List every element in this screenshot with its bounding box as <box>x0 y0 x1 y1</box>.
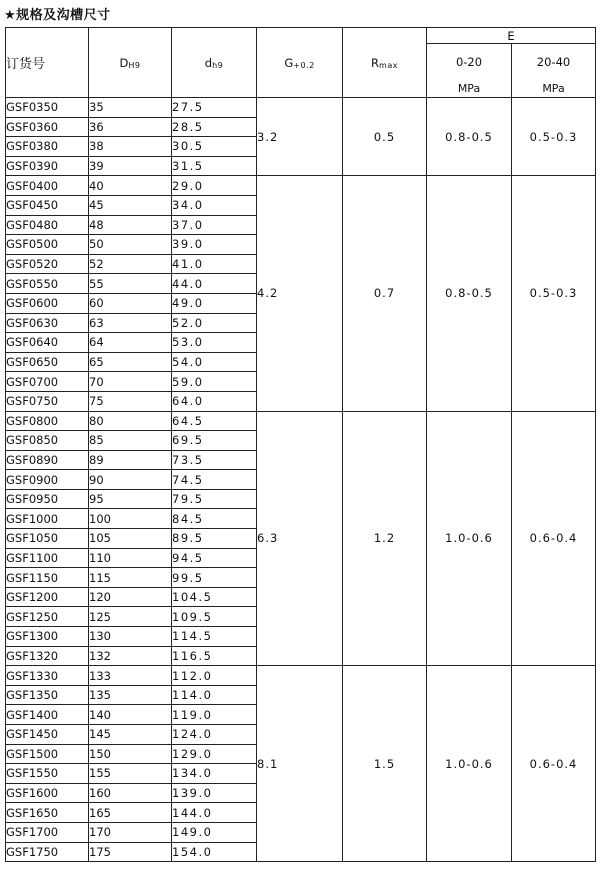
d-value-cell: 64.5 <box>172 411 257 431</box>
D-value-cell: 140 <box>89 705 172 725</box>
order-code-cell: GSF0390 <box>6 156 89 176</box>
d-value-cell: 79.5 <box>172 489 257 509</box>
d-value-cell: 114.0 <box>172 685 257 705</box>
d-value-cell: 139.0 <box>172 783 257 803</box>
header-G <box>257 28 343 98</box>
order-code-cell: GSF1250 <box>6 607 89 627</box>
D-value-cell: 48 <box>89 215 172 235</box>
d-value-cell: 59.0 <box>172 372 257 392</box>
R-value-cell: 0.7 <box>343 176 427 411</box>
order-code-cell: GSF1330 <box>6 666 89 686</box>
header-d <box>172 28 257 98</box>
d-value-cell: 64.0 <box>172 391 257 411</box>
E1-value-cell: 0.8-0.5 <box>427 176 512 411</box>
d-value-cell: 99.5 <box>172 568 257 588</box>
table-row <box>6 411 596 431</box>
D-value-cell: 145 <box>89 725 172 745</box>
D-value-cell: 130 <box>89 627 172 647</box>
order-code-cell: GSF1450 <box>6 725 89 745</box>
order-code-cell: GSF0800 <box>6 411 89 431</box>
D-value-cell: 38 <box>89 137 172 157</box>
d-value-cell: 29.0 <box>172 176 257 196</box>
E1-value-cell: 0.8-0.5 <box>427 98 512 176</box>
table-row <box>6 98 596 118</box>
d-value-cell: 53.0 <box>172 333 257 353</box>
D-value-cell: 80 <box>89 411 172 431</box>
D-value-cell: 110 <box>89 548 172 568</box>
D-value-cell: 120 <box>89 587 172 607</box>
R-value-cell: 1.5 <box>343 666 427 862</box>
header-R <box>343 28 427 98</box>
order-code-cell: GSF1650 <box>6 803 89 823</box>
G-value-cell: 3.2 <box>257 98 343 176</box>
d-value-cell: 134.0 <box>172 764 257 784</box>
d-value-cell: 39.0 <box>172 235 257 255</box>
D-value-cell: 155 <box>89 764 172 784</box>
d-value-cell: 74.5 <box>172 470 257 490</box>
order-code-cell: GSF0700 <box>6 372 89 392</box>
D-value-cell: 133 <box>89 666 172 686</box>
header-E: E <box>427 28 596 44</box>
D-value-cell: 150 <box>89 744 172 764</box>
d-value-cell: 52.0 <box>172 313 257 333</box>
d-value-cell: 149.0 <box>172 822 257 842</box>
d-value-cell: 109.5 <box>172 607 257 627</box>
D-value-cell: 64 <box>89 333 172 353</box>
order-code-cell: GSF0750 <box>6 391 89 411</box>
order-code-cell: GSF1300 <box>6 627 89 647</box>
d-value-cell: 34.0 <box>172 195 257 215</box>
D-value-cell: 39 <box>89 156 172 176</box>
D-value-cell: 100 <box>89 509 172 529</box>
D-value-cell: 160 <box>89 783 172 803</box>
d-value-cell: 31.5 <box>172 156 257 176</box>
d-value-cell: 144.0 <box>172 803 257 823</box>
page-title: ★规格及沟槽尺寸 <box>4 8 111 23</box>
order-code-cell: GSF0500 <box>6 235 89 255</box>
R-value-cell: 0.5 <box>343 98 427 176</box>
D-value-cell: 35 <box>89 98 172 118</box>
d-value-cell: 104.5 <box>172 587 257 607</box>
header-order-no: 订货号 <box>6 28 89 98</box>
D-value-cell: 115 <box>89 568 172 588</box>
header-R-sub: max <box>379 60 398 70</box>
order-code-cell: GSF1150 <box>6 568 89 588</box>
d-value-cell: 69.5 <box>172 431 257 451</box>
order-code-cell: GSF0450 <box>6 195 89 215</box>
spec-table <box>5 27 596 862</box>
d-value-cell: 116.5 <box>172 646 257 666</box>
order-code-cell: GSF0950 <box>6 489 89 509</box>
D-value-cell: 65 <box>89 352 172 372</box>
d-value-cell: 54.0 <box>172 352 257 372</box>
D-value-cell: 165 <box>89 803 172 823</box>
D-value-cell: 50 <box>89 235 172 255</box>
header-D <box>89 28 172 98</box>
order-code-cell: GSF1600 <box>6 783 89 803</box>
D-value-cell: 85 <box>89 431 172 451</box>
order-code-cell: GSF1100 <box>6 548 89 568</box>
table-row <box>6 666 596 686</box>
order-code-cell: GSF1400 <box>6 705 89 725</box>
d-value-cell: 154.0 <box>172 842 257 862</box>
D-value-cell: 45 <box>89 195 172 215</box>
D-value-cell: 63 <box>89 313 172 333</box>
d-value-cell: 30.5 <box>172 137 257 157</box>
d-value-cell: 49.0 <box>172 293 257 313</box>
d-value-cell: 124.0 <box>172 725 257 745</box>
D-value-cell: 89 <box>89 450 172 470</box>
D-value-cell: 60 <box>89 293 172 313</box>
E2-value-cell: 0.5-0.3 <box>512 176 596 411</box>
header-e1-range: 0-20 <box>427 44 512 80</box>
D-value-cell: 125 <box>89 607 172 627</box>
E2-value-cell: 0.6-0.4 <box>512 666 596 862</box>
order-code-cell: GSF1000 <box>6 509 89 529</box>
order-code-cell: GSF0850 <box>6 431 89 451</box>
header-e2-unit: MPa <box>512 79 596 98</box>
header-R-main: R <box>371 55 380 70</box>
D-value-cell: 90 <box>89 470 172 490</box>
E1-value-cell: 1.0-0.6 <box>427 666 512 862</box>
order-code-cell: GSF1200 <box>6 587 89 607</box>
header-d-main: d <box>204 55 213 70</box>
E2-value-cell: 0.6-0.4 <box>512 411 596 666</box>
d-value-cell: 41.0 <box>172 254 257 274</box>
G-value-cell: 4.2 <box>257 176 343 411</box>
order-code-cell: GSF1500 <box>6 744 89 764</box>
D-value-cell: 40 <box>89 176 172 196</box>
D-value-cell: 135 <box>89 685 172 705</box>
D-value-cell: 36 <box>89 117 172 137</box>
order-code-cell: GSF0600 <box>6 293 89 313</box>
d-value-cell: 27.5 <box>172 98 257 118</box>
order-code-cell: GSF0400 <box>6 176 89 196</box>
D-value-cell: 55 <box>89 274 172 294</box>
order-code-cell: GSF1700 <box>6 822 89 842</box>
header-e1-unit: MPa <box>427 79 512 98</box>
order-code-cell: GSF0550 <box>6 274 89 294</box>
order-code-cell: GSF0360 <box>6 117 89 137</box>
d-value-cell: 37.0 <box>172 215 257 235</box>
spec-table-body <box>6 98 596 862</box>
order-code-cell: GSF0900 <box>6 470 89 490</box>
D-value-cell: 175 <box>89 842 172 862</box>
d-value-cell: 114.5 <box>172 627 257 647</box>
D-value-cell: 52 <box>89 254 172 274</box>
D-value-cell: 132 <box>89 646 172 666</box>
header-d-sub: h9 <box>212 60 224 70</box>
order-code-cell: GSF0630 <box>6 313 89 333</box>
order-code-cell: GSF1050 <box>6 529 89 549</box>
header-G-main: G <box>284 55 294 70</box>
order-code-cell: GSF0480 <box>6 215 89 235</box>
D-value-cell: 75 <box>89 391 172 411</box>
D-value-cell: 105 <box>89 529 172 549</box>
d-value-cell: 73.5 <box>172 450 257 470</box>
d-value-cell: 28.5 <box>172 117 257 137</box>
table-row <box>6 176 596 196</box>
d-value-cell: 129.0 <box>172 744 257 764</box>
order-code-cell: GSF1320 <box>6 646 89 666</box>
G-value-cell: 8.1 <box>257 666 343 862</box>
header-e2-range: 20-40 <box>512 44 596 80</box>
E2-value-cell: 0.5-0.3 <box>512 98 596 176</box>
order-code-cell: GSF0380 <box>6 137 89 157</box>
d-value-cell: 89.5 <box>172 529 257 549</box>
d-value-cell: 119.0 <box>172 705 257 725</box>
G-value-cell: 6.3 <box>257 411 343 666</box>
order-code-cell: GSF1750 <box>6 842 89 862</box>
order-code-cell: GSF0640 <box>6 333 89 353</box>
D-value-cell: 95 <box>89 489 172 509</box>
order-code-cell: GSF0520 <box>6 254 89 274</box>
header-D-sub: H9 <box>128 60 141 70</box>
order-code-cell: GSF0650 <box>6 352 89 372</box>
order-code-cell: GSF1350 <box>6 685 89 705</box>
d-value-cell: 84.5 <box>172 509 257 529</box>
E1-value-cell: 1.0-0.6 <box>427 411 512 666</box>
R-value-cell: 1.2 <box>343 411 427 666</box>
order-code-cell: GSF0890 <box>6 450 89 470</box>
D-value-cell: 170 <box>89 822 172 842</box>
order-code-cell: GSF0350 <box>6 98 89 118</box>
d-value-cell: 44.0 <box>172 274 257 294</box>
order-code-cell: GSF1550 <box>6 764 89 784</box>
header-G-sub: +0.2 <box>293 60 315 70</box>
d-value-cell: 94.5 <box>172 548 257 568</box>
header-D-main: D <box>119 55 129 70</box>
d-value-cell: 112.0 <box>172 666 257 686</box>
D-value-cell: 70 <box>89 372 172 392</box>
